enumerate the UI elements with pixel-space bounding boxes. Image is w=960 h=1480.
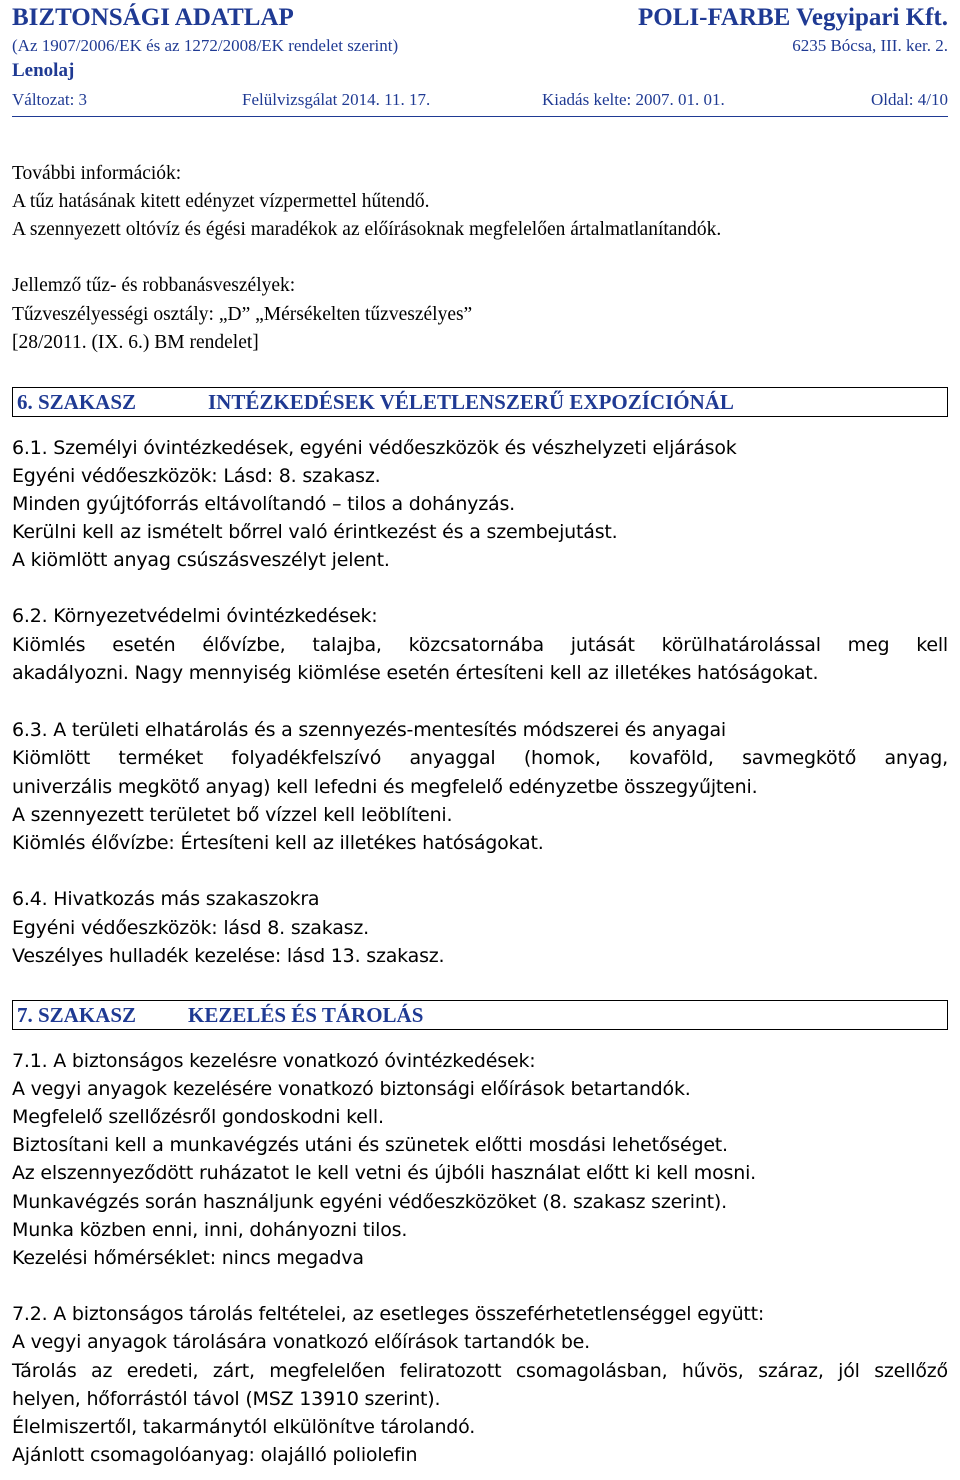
word: terméket: [118, 747, 204, 769]
section-title: KEZELÉS ÉS TÁROLÁS: [188, 1003, 424, 1027]
company-address: 6235 Bócsa, III. ker. 2.: [792, 36, 948, 55]
document-title: BIZTONSÁGI ADATLAP: [12, 4, 294, 31]
regulation-reference: (Az 1907/2006/EK és az 1272/2008/EK rendelet szerint): [12, 36, 399, 55]
word: folyadékfelszívó: [231, 747, 382, 769]
header-row-product: [12, 60, 948, 86]
word: szellőző: [874, 1360, 948, 1382]
word: kovaföld,: [629, 747, 714, 769]
body-line: Kiömlés élővízbe: Értesíteni kell az illetékes hatóságokat.: [12, 832, 544, 854]
issue-date: Kiadás kelte: 2007. 01. 01.: [542, 90, 725, 109]
word: (homok,: [523, 747, 601, 769]
word: anyag,: [884, 747, 948, 769]
word: élővízbe,: [202, 634, 286, 656]
word: jutását: [570, 634, 635, 656]
further-info-label: További információk:: [12, 163, 182, 184]
body-line: helyen, hőforrástól távol (MSZ 13910 szerint).: [12, 1388, 441, 1410]
subsection-heading: 6.3. A területi elhatárolás és a szennyezés-mentesítés módszerei és anyagai: [12, 719, 726, 741]
word: meg: [847, 634, 890, 656]
product-name: Lenolaj: [12, 60, 75, 81]
header-row-regulation: [12, 36, 948, 60]
section-number: 7. SZAKASZ: [17, 1003, 137, 1027]
body-line: Élelmiszertől, takarmánytól elkülönítve tárolandó.: [12, 1416, 476, 1438]
fire-text-line: A szennyezett oltóvíz és égési maradékok az előírásoknak megfelelően ártalmatlanítandók.: [12, 219, 722, 240]
word: zárt,: [212, 1360, 255, 1382]
body-line: Kezelési hőmérséklet: nincs megadva: [12, 1247, 364, 1269]
subsection-heading: 7.2. A biztonságos tárolás feltételei, az esetleges összeférhetetlenséggel együtt:: [12, 1303, 765, 1325]
word: hűvös,: [681, 1360, 744, 1382]
word: az: [91, 1360, 113, 1382]
fire-class-line: Tűzveszélyességi osztály: „D” „Mérsékelten tűzveszélyes”: [12, 304, 473, 325]
word: eredeti,: [126, 1360, 199, 1382]
justified-line: [12, 746, 948, 770]
company-name: POLI-FARBE Vegyipari Kft.: [638, 4, 948, 31]
subsection-heading: 7.1. A biztonságos kezelésre vonatkozó óvintézkedések:: [12, 1050, 536, 1072]
word: kell: [916, 634, 948, 656]
word: esetén: [112, 634, 176, 656]
body-line: Megfelelő szellőzésről gondoskodni kell.: [12, 1106, 384, 1128]
body-line: Veszélyes hulladék kezelése: lásd 13. szakasz.: [12, 945, 445, 967]
body-line: A kiömlött anyag csúszásveszélyt jelent.: [12, 549, 390, 571]
word: közcsatornába: [408, 634, 544, 656]
subsection-heading: 6.1. Személyi óvintézkedések, egyéni védőeszközök és vészhelyzeti eljárások: [12, 437, 737, 459]
word: körülhatárolással: [661, 634, 821, 656]
revision-date: Felülvizsgálat 2014. 11. 17.: [242, 90, 431, 109]
word: Kiömlött: [12, 747, 91, 769]
page-number: Oldal: 4/10: [871, 90, 948, 109]
word: megfelelően: [269, 1360, 386, 1382]
version-label: Változat: 3: [12, 90, 88, 109]
body-line: Munka közben enni, inni, dohányozni tilos.: [12, 1219, 408, 1241]
section-7-header: [12, 1000, 948, 1030]
justified-line: [12, 1359, 948, 1383]
justified-line: [12, 633, 948, 657]
word: feliratozott: [399, 1360, 502, 1382]
section-title: INTÉZKEDÉSEK VÉLETLENSZERŰ EXPOZÍCIÓNÁL: [208, 390, 734, 414]
body-line: Az elszennyeződött ruházatot le kell vetni és újbóli használat előtt ki kell mosni.: [12, 1162, 757, 1184]
body-line: Ajánlott csomagolóanyag: olajálló poliolefin: [12, 1444, 418, 1466]
word: anyaggal: [409, 747, 496, 769]
hazards-label: Jellemző tűz- és robbanásveszélyek:: [12, 275, 296, 296]
body-line: Minden gyújtóforrás eltávolítandó – tilos a dohányzás.: [12, 493, 515, 515]
word: száraz,: [758, 1360, 824, 1382]
word: Tárolás: [12, 1360, 77, 1382]
body-line: A szennyezett területet bő vízzel kell leöblíteni.: [12, 804, 453, 826]
decree-reference: [28/2011. (IX. 6.) BM rendelet]: [12, 332, 259, 353]
word: csomagolásban,: [515, 1360, 668, 1382]
word: Kiömlés: [12, 634, 86, 656]
body-line: Biztosítani kell a munkavégzés utáni és szünetek előtti mosdási lehetőséget.: [12, 1134, 728, 1156]
word: savmegkötő: [742, 747, 857, 769]
header-row-title: [12, 4, 948, 34]
body-line: Egyéni védőeszközök: Lásd: 8. szakasz.: [12, 465, 381, 487]
subsection-heading: 6.2. Környezetvédelmi óvintézkedések:: [12, 605, 378, 627]
word: talajba,: [312, 634, 382, 656]
body-line: Kerülni kell az ismételt bőrrel való érintkezést és a szembejutást.: [12, 521, 618, 543]
body-line: akadályozni. Nagy mennyiség kiömlése esetén értesíteni kell az illetékes hatóságokat.: [12, 662, 819, 684]
body-line: Munkavégzés során használjunk egyéni védőeszközöket (8. szakasz szerint).: [12, 1191, 727, 1213]
section-number: 6. SZAKASZ: [17, 390, 137, 414]
word: jól: [838, 1360, 860, 1382]
body-line: Egyéni védőeszközök: lásd 8. szakasz.: [12, 917, 369, 939]
body-line: A vegyi anyagok tárolására vonatkozó előírások tartandók be.: [12, 1331, 591, 1353]
section-6-header: [12, 387, 948, 417]
subsection-heading: 6.4. Hivatkozás más szakaszokra: [12, 888, 320, 910]
header-row-meta: [12, 90, 948, 114]
body-line: A vegyi anyagok kezelésére vonatkozó biztonsági előírások betartandók.: [12, 1078, 691, 1100]
header-divider: [12, 116, 948, 117]
fire-text-line: A tűz hatásának kitett edényzet vízpermettel hűtendő.: [12, 191, 430, 212]
body-line: univerzális megkötő anyag) kell lefedni és megfelelő edényzetbe összegyűjteni.: [12, 776, 758, 798]
